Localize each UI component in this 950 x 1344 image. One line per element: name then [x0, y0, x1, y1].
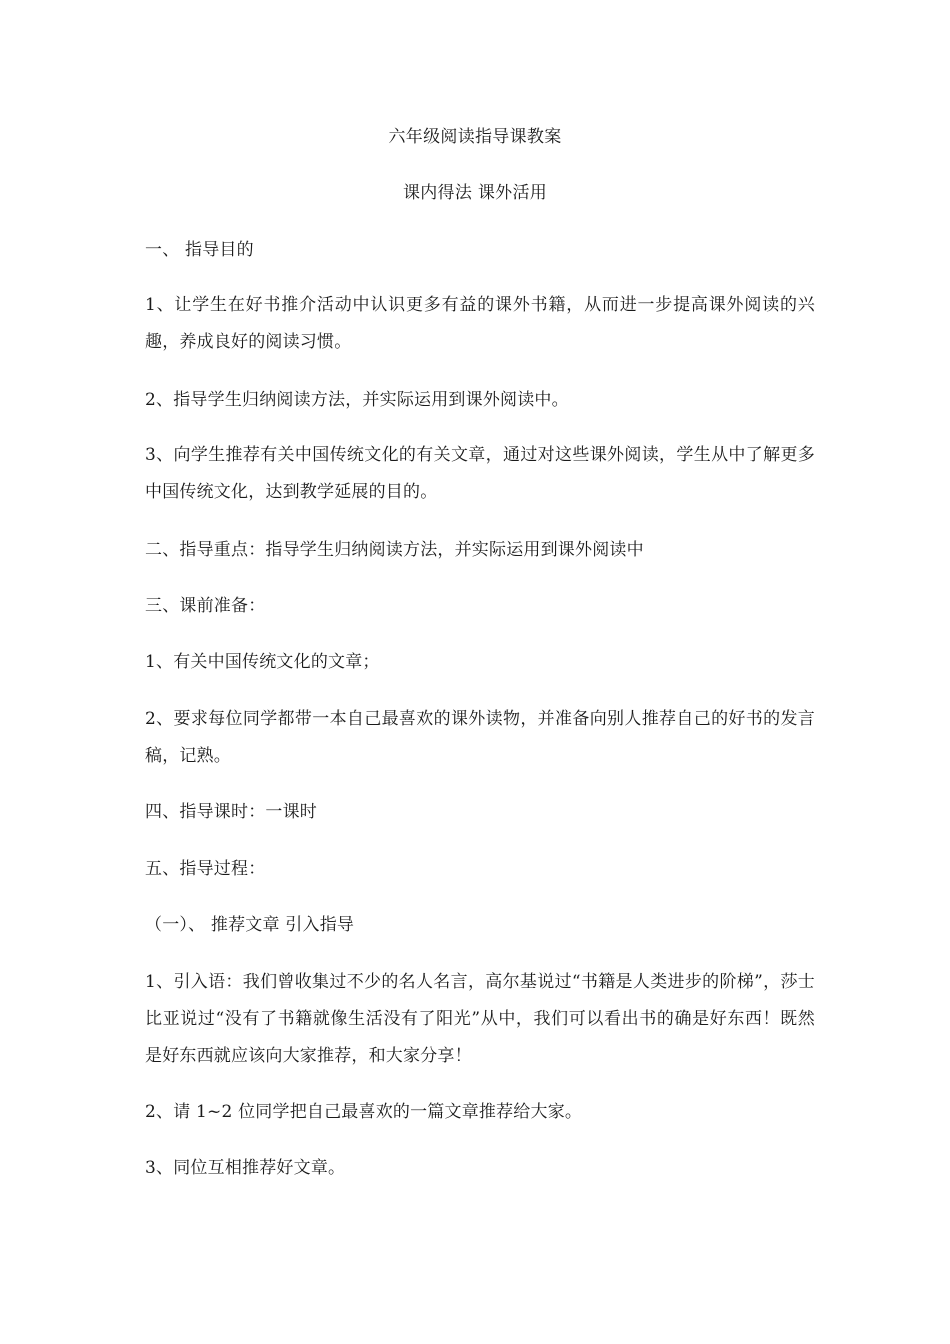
doc-title: 六年级阅读指导课教案: [388, 127, 562, 147]
section-2-heading: 二、指导重点：指导学生归纳阅读方法，并实际运用到课外阅读中: [145, 540, 644, 560]
section-1-heading: 一、 指导目的: [145, 240, 254, 260]
section-4-heading: 四、指导课时：一课时: [145, 802, 317, 822]
section-5-item-2: 2、请 1~2 位同学把自己最喜欢的一篇文章推荐给大家。: [145, 1102, 583, 1122]
section-1-item-1: 1、让学生在好书推介活动中认识更多有益的课外书籍，从而进一步提高课外阅读的兴趣，养成良好的阅读习惯。: [145, 295, 815, 352]
section-5-subheading-1: （一）、 推荐文章 引入指导: [145, 915, 355, 935]
section-3-item-1: 1、有关中国传统文化的文章；: [145, 652, 380, 672]
section-5-item-3: 3、同位互相推荐好文章。: [145, 1158, 346, 1178]
section-3-item-2: 2、要求每位同学都带一本自己最喜欢的课外读物，并准备向别人推荐自己的好书的发言稿，记熟。: [145, 709, 815, 766]
section-1-item-3: 3、向学生推荐有关中国传统文化的有关文章，通过对这些课外阅读，学生从中了解更多中国传统文化，达到教学延展的目的。: [145, 445, 815, 502]
section-1-item-2: 2、指导学生归纳阅读方法，并实际运用到课外阅读中。: [145, 390, 569, 410]
doc-subtitle: 课内得法 课外活用: [402, 183, 548, 203]
section-5-heading: 五、指导过程：: [145, 859, 266, 879]
section-3-heading: 三、课前准备：: [145, 596, 266, 616]
section-5-item-1: 1、引入语：我们曾收集过不少的名人名言，高尔基说过“书籍是人类进步的阶梯”，莎士比亚说过“没有了书籍就像生活没有了阳光”从中，我们可以看出书的确是好东西！既然是好东西就应该向大家推荐，和大家分享！: [145, 972, 815, 1066]
